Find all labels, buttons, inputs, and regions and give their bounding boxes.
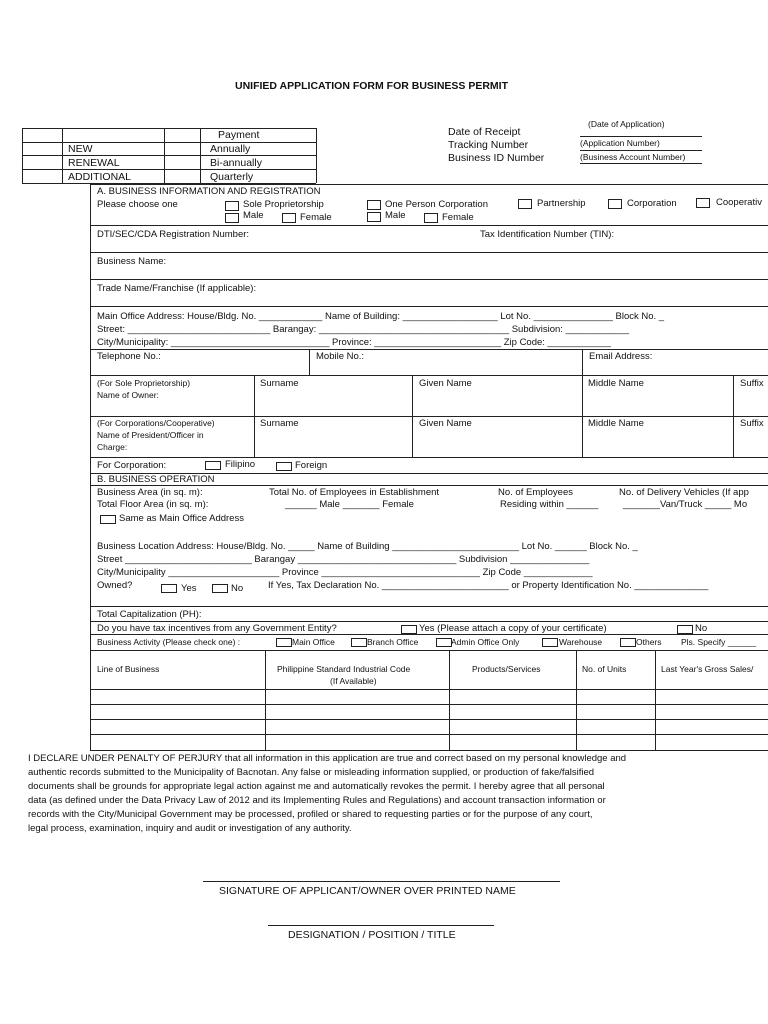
- partnership-checkbox[interactable]: [518, 199, 532, 209]
- payment-header: Payment: [218, 129, 260, 141]
- form-title: UNIFIED APPLICATION FORM FOR BUSINESS PERMIT: [235, 80, 509, 92]
- admin-office-checkbox[interactable]: [436, 638, 452, 647]
- opc-checkbox[interactable]: [367, 200, 381, 210]
- branch-office-checkbox[interactable]: [351, 638, 367, 647]
- warehouse-checkbox[interactable]: [542, 638, 558, 647]
- business-activity-label: Business Activity (Please check one) :: [97, 637, 241, 647]
- th-products-services: Products/Services: [472, 664, 541, 674]
- owned-no-checkbox[interactable]: [212, 584, 228, 593]
- th-gross-sales: Last Year's Gross Sales/: [661, 664, 754, 674]
- opc-label: One Person Corporation: [385, 199, 488, 210]
- declaration-line-2: authentic records submitted to the Municipality of Bacnotan. Any false or misleading information supplied, or production of fake/falsified: [28, 767, 595, 778]
- owned-no-label: No: [231, 583, 244, 594]
- incentives-yes-checkbox[interactable]: [401, 625, 417, 634]
- type-additional: ADDITIONAL: [68, 171, 132, 183]
- owned-label: Owned?: [97, 580, 133, 591]
- sole-male-label: Male: [243, 210, 264, 221]
- sole-proprietorship-label: Sole Proprietorship: [243, 199, 324, 210]
- type-new: NEW: [68, 143, 93, 155]
- incentives-no-checkbox[interactable]: [677, 625, 693, 634]
- total-floor-area-label: Total Floor Area (in sq. m):: [97, 499, 209, 510]
- president-note: (For Corporations/Cooperative): [97, 418, 215, 428]
- tin-label: Tax Identification Number (TIN):: [480, 229, 615, 240]
- owned-yes-checkbox[interactable]: [161, 584, 177, 593]
- mobile-label: Mobile No.:: [316, 351, 365, 362]
- section-b-heading: B. BUSINESS OPERATION: [97, 474, 215, 485]
- owner-note: (For Sole Proprietorship): [97, 378, 191, 388]
- corporation-label: Corporation: [627, 198, 677, 209]
- payment-quarterly: Quarterly: [210, 171, 254, 183]
- opc-male-label: Male: [385, 210, 406, 221]
- president-name-label: Name of President/Officer in: [97, 430, 204, 440]
- declaration-line-6: legal process, examination, inquiry and audit or investigation of any authority.: [28, 823, 352, 834]
- main-office-label: Main Office: [292, 637, 335, 647]
- same-as-main-label: Same as Main Office Address: [119, 513, 244, 524]
- no-employees-label: No. of Employees: [498, 487, 573, 498]
- please-specify-label: Pls. Specify ______: [681, 637, 757, 647]
- owner-name-label: Name of Owner:: [97, 390, 159, 400]
- corporation-checkbox[interactable]: [608, 199, 622, 209]
- owner-suffix-label: Suffix: [740, 378, 764, 389]
- opc-female-checkbox[interactable]: [424, 213, 438, 223]
- filipino-checkbox[interactable]: [205, 461, 221, 470]
- owner-surname-label: Surname: [260, 378, 299, 389]
- business-location-line3: City/Municipality _____________________ Province ______________________________ Zip Code _____________: [97, 567, 593, 578]
- warehouse-label: Warehouse: [559, 637, 603, 647]
- others-checkbox[interactable]: [620, 638, 636, 647]
- section-a-heading: A. BUSINESS INFORMATION AND REGISTRATION: [97, 186, 321, 197]
- sole-female-label: Female: [300, 212, 332, 223]
- business-name-label: Business Name:: [97, 256, 167, 267]
- owned-yes-label: Yes: [181, 583, 197, 594]
- main-office-checkbox[interactable]: [276, 638, 292, 647]
- foreign-checkbox[interactable]: [276, 462, 292, 471]
- sole-male-checkbox[interactable]: [225, 213, 239, 223]
- payment-bi-annually: Bi-annually: [210, 157, 262, 169]
- president-charge-label: Charge:: [97, 442, 128, 452]
- business-location-line1: Business Location Address: House/Bldg. No. _____ Name of Building ________________________ Lot No. ______ Block No. _: [97, 541, 638, 552]
- type-renewal: RENEWAL: [68, 157, 120, 169]
- incentives-yes-label: Yes (Please attach a copy of your certificate): [419, 623, 607, 634]
- sole-proprietorship-checkbox[interactable]: [225, 201, 239, 211]
- incentives-question: Do you have tax incentives from any Government Entity?: [97, 623, 337, 634]
- th-psic: Philippine Standard Industrial Code: [277, 664, 411, 674]
- opc-female-label: Female: [442, 212, 474, 223]
- same-as-main-checkbox[interactable]: [100, 515, 116, 524]
- telephone-label: Telephone No.:: [97, 351, 161, 362]
- delivery-vehicles-label: No. of Delivery Vehicles (If app: [619, 487, 749, 498]
- tax-declaration-label: If Yes, Tax Declaration No. ________________________ or Property Identification No. ______________: [268, 580, 709, 591]
- choose-one-label: Please choose one: [97, 199, 178, 210]
- capitalization-label: Total Capitalization (PH):: [97, 609, 202, 620]
- application-number: (Application Number): [580, 138, 660, 148]
- branch-office-label: Branch Office: [367, 637, 419, 647]
- business-id-label: Business ID Number: [448, 152, 545, 164]
- cooperative-label: Cooperativ: [716, 197, 762, 208]
- trade-name-label: Trade Name/Franchise (If applicable):: [97, 283, 257, 294]
- others-label: Others: [636, 637, 662, 647]
- tracking-number-label: Tracking Number: [448, 139, 529, 151]
- filipino-label: Filipino: [225, 459, 256, 470]
- date-of-application: (Date of Application): [588, 119, 665, 129]
- van-truck-label: _______Van/Truck _____ Mo: [623, 499, 748, 510]
- opc-male-checkbox[interactable]: [367, 212, 381, 222]
- partnership-label: Partnership: [537, 198, 586, 209]
- president-suffix-label: Suffix: [740, 418, 764, 429]
- th-psic-note: (If Available): [330, 676, 377, 686]
- employees-gender-blanks: ______ Male _______ Female: [285, 499, 414, 510]
- residing-within-label: Residing within ______: [500, 499, 599, 510]
- total-employees-label: Total No. of Employees in Establishment: [269, 487, 440, 498]
- sole-female-checkbox[interactable]: [282, 213, 296, 223]
- president-surname-label: Surname: [260, 418, 299, 429]
- dti-label: DTI/SEC/CDA Registration Number:: [97, 229, 250, 240]
- business-location-line2: Street ________________________ Barangay ______________________________ Subdivision _______________: [97, 554, 590, 565]
- declaration-line-5: records with the City/Municipal Government may be processed, profiled or shared to requesting parties or for the purpose of any court,: [28, 809, 593, 820]
- for-corporation-label: For Corporation:: [97, 460, 167, 471]
- foreign-label: Foreign: [295, 460, 328, 471]
- th-line-of-business: Line of Business: [97, 664, 160, 674]
- president-given-name-label: Given Name: [419, 418, 472, 429]
- business-account-number: (Business Account Number): [580, 152, 686, 162]
- date-of-receipt-label: Date of Receipt: [448, 126, 521, 138]
- th-no-of-units: No. of Units: [582, 664, 627, 674]
- declaration-line-1: I DECLARE UNDER PENALTY OF PERJURY that all information in this application are true and correct based on my personal knowledge and: [28, 753, 627, 764]
- incentives-no-label: No: [695, 623, 708, 634]
- declaration-line-3: documents shall be grounds for appropriate legal action against me and automatically revokes the permit. I hereby agree that all personal: [28, 781, 605, 792]
- email-label: Email Address:: [589, 351, 653, 362]
- main-office-address-line3: City/Municipality: ______________________________ Province: ________________________ Zip Code: ____________: [97, 337, 611, 348]
- designation-label: DESIGNATION / POSITION / TITLE: [288, 929, 456, 941]
- payment-annually: Annually: [210, 143, 251, 155]
- business-area-label: Business Area (in sq. m):: [97, 487, 203, 498]
- admin-office-label: Admin Office Only: [451, 637, 520, 647]
- signature-label: SIGNATURE OF APPLICANT/OWNER OVER PRINTED NAME: [219, 885, 516, 897]
- declaration-line-4: data (as defined under the Data Privacy Law of 2012 and its Implementing Rules and Regulations) and account transaction information or: [28, 795, 606, 806]
- president-middle-name-label: Middle Name: [588, 418, 644, 429]
- main-office-address-line1: Main Office Address: House/Bldg. No. ____________ Name of Building: __________________ Lot No. _______________ Block No. _: [97, 311, 665, 322]
- cooperative-checkbox[interactable]: [696, 198, 710, 208]
- main-office-address-line2: Street: ___________________________ Barangay: ____________________________________ Subdivision: ____________: [97, 324, 629, 335]
- owner-given-name-label: Given Name: [419, 378, 472, 389]
- owner-middle-name-label: Middle Name: [588, 378, 644, 389]
